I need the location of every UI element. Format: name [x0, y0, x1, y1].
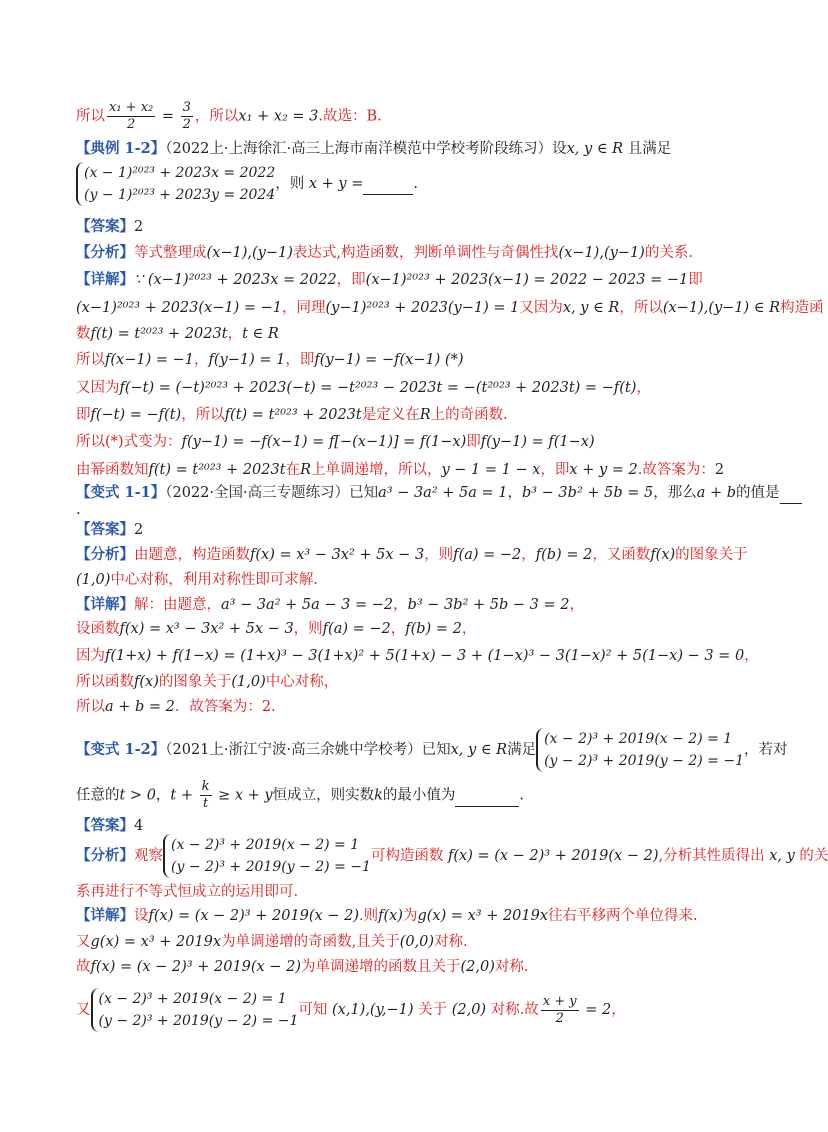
text-line-l21: [76, 646, 759, 666]
math-expression: f(y−1) = −f(x−1) (*): [314, 352, 464, 368]
text-span: ，: [227, 326, 243, 342]
text-span: 在: [285, 462, 301, 478]
text-line-l30: [76, 932, 736, 952]
math-expression: x + y = 2: [569, 462, 638, 478]
text-line-l12: [76, 432, 736, 452]
section-tag: 【变式 1-1】: [76, 484, 166, 501]
text-line-l13: [76, 460, 736, 480]
text-span: ，: [155, 787, 171, 804]
text-span: 的关系.: [644, 245, 693, 261]
equation: (y − 1)²⁰²³ + 2023y = 2024: [84, 187, 276, 203]
text-span: 由题意，构造函数: [134, 547, 250, 563]
text-span: .故选：B.: [318, 108, 382, 125]
math-expression: a³ − 3a² + 5a − 3 = −2: [221, 597, 394, 613]
text-line-l24: [76, 728, 788, 772]
equation: (y − 2)³ + 2019(y − 2) = −1: [171, 859, 371, 875]
text-span: 上单调递增，所以，: [310, 462, 442, 478]
math-expression: x, y ∈ R: [566, 141, 624, 157]
text-line-l17: [76, 545, 748, 565]
text-span: 的关: [794, 848, 828, 864]
text-span: ，即: [285, 352, 315, 368]
math-expression: (2,0): [460, 959, 495, 975]
math-expression: f(x) = (x − 2)³ + 2019(x − 2): [90, 959, 301, 975]
math-expression: f(x−1) = −1: [105, 352, 194, 368]
text-span: 往右平移两个单位得来.: [548, 908, 698, 924]
section-tag: 【详解】: [76, 596, 134, 613]
math-expression: y − 1 = 1 − x: [441, 462, 541, 478]
math-expression: f(t) = t²⁰²³ + 2023t: [148, 462, 286, 478]
text-span: ，同理: [282, 300, 326, 316]
text-span: 又: [76, 934, 91, 950]
math-expression: = 2: [580, 1002, 612, 1018]
math-expression: (x−1),(y−1): [558, 245, 645, 261]
math-expression: t ∈ R: [242, 326, 279, 342]
equation-system: [536, 728, 744, 772]
section-tag: 【答案】: [76, 218, 134, 235]
math-expression: g(x) = x³ + 2019x: [417, 908, 549, 924]
text-span: 又因为: [76, 380, 120, 396]
text-line-l07: [76, 298, 824, 318]
text-span: 由幂函数知: [76, 462, 149, 478]
math-expression: R: [419, 407, 431, 423]
math-expression: (2,0): [451, 1002, 487, 1018]
text-span: 观察: [134, 848, 163, 864]
fraction-numerator: 3: [182, 100, 191, 115]
text-span: 即: [76, 407, 91, 423]
equation: (x − 2)³ + 2019(x − 2) = 1: [98, 991, 287, 1007]
equation-system: [163, 834, 371, 878]
text-line-l29: [76, 906, 736, 926]
math-expression: f(y−1) = 1: [208, 352, 286, 368]
text-span: 解：由题意，: [134, 597, 221, 613]
section-tag: 【答案】: [76, 521, 134, 538]
text-span: ，: [521, 547, 536, 563]
text-span: 所以(*)式变为：: [76, 434, 182, 450]
text-span: 所以: [76, 699, 105, 715]
math-expression: f(x) = x³ − 3x² + 5x − 3: [250, 547, 425, 563]
text-span: 所以函数: [76, 674, 134, 690]
math-expression: (y−1)²⁰²³ + 2023(y−1) = 1: [325, 300, 520, 316]
text-span: =: [157, 108, 179, 125]
text-span: ，: [461, 621, 477, 637]
text-span: .: [519, 787, 525, 804]
text-span: 表达式,构造函数，判断单调性与奇偶性找: [292, 245, 559, 261]
text-line-l31: [76, 957, 736, 977]
equation: (y − 2)³ + 2019(y − 2) = −1: [98, 1013, 299, 1029]
text-span: ，: [390, 621, 406, 637]
text-span: ，: [611, 1002, 626, 1018]
text-span: 又: [76, 1002, 91, 1018]
math-expression: f(a) = −2: [322, 621, 391, 637]
math-expression: ≥ x + y: [213, 787, 273, 804]
text-span: （2022·全国·高三专题练习）已知: [165, 485, 379, 501]
fraction: [541, 994, 579, 1027]
text-span: ，即: [540, 462, 570, 478]
equation: (x − 1)²⁰²³ + 2023x = 2022: [84, 165, 276, 181]
math-expression: (0,0): [399, 934, 435, 950]
section-tag: 【变式 1-2】: [76, 741, 166, 758]
text-span: ，则: [275, 176, 309, 192]
math-expression: f(−t) = (−t)²⁰²³ + 2023(−t) = −t²⁰²³ − 2023t = −(t²⁰²³ + 2023t) = −f(t): [119, 380, 637, 396]
section-tag: 【详解】: [76, 271, 134, 288]
text-span: 即: [688, 272, 703, 288]
text-span: 故: [76, 959, 91, 975]
text-span: 设函数: [76, 621, 120, 637]
answer-blank: [455, 786, 519, 807]
equation: (x − 2)³ + 2019(x − 2) = 1: [544, 731, 733, 747]
math-expression: R: [300, 462, 311, 478]
math-expression: f(a) = −2: [453, 547, 522, 563]
text-span: 中心对称，利用对称性即可求解.: [110, 572, 318, 588]
math-expression: (x,1),(y,−1): [332, 1002, 414, 1018]
math-expression: t +: [170, 787, 198, 804]
fraction-denominator: 2: [182, 117, 191, 132]
text-line-l09: [76, 350, 736, 370]
equation: (y − 2)³ + 2019(y − 2) = −1: [544, 753, 744, 769]
text-span: 为单调递增的奇函数,且关于: [221, 934, 400, 950]
text-span: 所以: [76, 352, 105, 368]
text-line-l05: [76, 243, 736, 263]
text-span: 关于: [413, 1002, 452, 1018]
text-line-l06: [76, 270, 736, 290]
text-span: 即: [466, 434, 481, 450]
text-span: 恒成立，则实数: [272, 787, 375, 804]
math-expression: (1,0): [231, 674, 266, 690]
math-expression: (x−1),(y−1) ∈ R: [662, 300, 781, 316]
math-expression: f(x) = x³ − 3x² + 5x − 3: [119, 621, 294, 637]
math-expression: x + y =: [308, 176, 364, 192]
text-span: ，: [744, 648, 759, 664]
text-line-l15: [76, 500, 736, 520]
math-expression: g(x) = x³ + 2019x: [90, 934, 222, 950]
math-expression: f(b) = 2: [535, 547, 593, 563]
equation-system: [91, 988, 299, 1032]
text-span: （2021上·浙江宁波·高三余姚中学校考）已知: [165, 742, 451, 758]
section-tag: 【分析】: [76, 244, 134, 261]
text-span: ,分析其性质得出: [658, 848, 770, 864]
math-expression: (1,0): [76, 572, 111, 588]
text-span: 的最小值为: [382, 787, 456, 804]
math-expression: k: [374, 787, 383, 804]
text-span: 任意的: [76, 787, 120, 804]
text-span: 2: [134, 522, 144, 538]
text-span: 因为: [76, 648, 105, 664]
text-span: .故答案为：: [637, 462, 715, 478]
math-expression: f(x): [378, 908, 403, 924]
text-span: 满足: [507, 742, 537, 758]
text-span: ，所以: [619, 300, 663, 316]
text-span: ，所以: [194, 108, 239, 125]
text-span: ．故答案为：2.: [174, 699, 276, 715]
math-expression: f(1+x) + f(1−x) = (1+x)³ − 3(1+x)² + 5(1+x) − 3 + (1−x)³ − 3(1−x)² + 5(1−x) − 3 = 0: [105, 648, 745, 664]
math-expression: f(b) = 2: [405, 621, 462, 637]
text-span: 且满足: [623, 141, 672, 157]
math-expression: x, y: [769, 848, 795, 864]
math-expression: f(y−1) = f(1−x): [480, 434, 595, 450]
text-span: 对称.: [494, 959, 529, 975]
text-line-l11: [76, 405, 736, 425]
text-span: 数: [76, 326, 91, 342]
text-line-l22: [76, 672, 736, 692]
math-expression: x, y ∈ R: [562, 300, 620, 316]
math-expression: ∵ (x−1)²⁰²³ + 2023x = 2022: [134, 272, 337, 288]
fraction-denominator: t: [202, 796, 209, 811]
math-expression: (x−1),(y−1): [206, 245, 293, 261]
text-span: 可知: [298, 1002, 332, 1018]
text-span: ，即: [336, 272, 366, 288]
fraction-numerator: x + y: [542, 993, 577, 1009]
text-line-l01: [76, 100, 736, 133]
text-span: 对称.: [434, 934, 468, 950]
text-span: ，则: [293, 621, 323, 637]
text-span: ，所以: [181, 407, 225, 423]
text-span: 为: [402, 908, 418, 924]
text-line-l08: [76, 324, 736, 344]
text-span: 中心对称，: [265, 674, 339, 690]
equation: (x − 2)³ + 2019(x − 2) = 1: [171, 837, 360, 853]
text-span: ，又函数: [592, 547, 651, 563]
answer-blank: [780, 483, 802, 504]
text-span: 是定义在: [361, 407, 420, 423]
text-line-l27: [76, 834, 828, 878]
math-expression: a³ − 3a² + 5a = 1: [378, 485, 508, 501]
fraction-numerator: x₁ + x₂: [109, 100, 154, 115]
text-span: 设: [134, 908, 149, 924]
math-expression: x, y ∈ R: [450, 742, 508, 758]
math-expression: f(x) = (x − 2)³ + 2019(x − 2): [448, 848, 659, 864]
text-line-l03: [76, 162, 736, 206]
text-span: 又因为: [519, 300, 563, 316]
text-span: 系再进行不等式恒成立的运用即可.: [76, 884, 299, 900]
text-span: 上的奇函数.: [430, 407, 508, 423]
text-line-l10: [76, 378, 736, 398]
text-span: ，: [507, 485, 522, 501]
equation-system: [76, 162, 275, 206]
text-span: ，: [393, 597, 408, 613]
math-expression: t > 0: [119, 787, 156, 804]
answer-blank: [363, 174, 413, 195]
section-tag: 【分析】: [76, 546, 134, 563]
math-expression: f(y−1) = −f(x−1) = f[−(x−1)] = f(1−x): [181, 434, 467, 450]
math-expression: b³ − 3b² + 5b = 5: [521, 485, 654, 501]
math-expression: f(t) = t²⁰²³ + 2023t: [90, 326, 228, 342]
section-tag: 【详解】: [76, 907, 134, 924]
fraction: [181, 100, 193, 133]
math-expression: f(−t) = −f(t): [90, 407, 182, 423]
text-span: ，: [636, 380, 651, 396]
text-line-l25: [76, 779, 736, 812]
text-span: ，: [569, 597, 584, 613]
text-line-l19: [76, 595, 736, 615]
text-span: 可构造函数: [370, 848, 448, 864]
text-span: ，则: [424, 547, 454, 563]
text-span: 4: [134, 818, 144, 834]
math-expression: (x−1)²⁰²³ + 2023(x−1) = 2022 − 2023 = −1: [365, 272, 689, 288]
math-expression: (x−1)²⁰²³ + 2023(x−1) = −1: [76, 300, 282, 316]
text-span: 等式整理成: [134, 245, 207, 261]
text-span: 为单调递增的函数且关于: [300, 959, 461, 975]
text-span: 2: [134, 219, 144, 235]
text-span: 所以: [76, 108, 105, 125]
text-line-l18: [76, 570, 736, 590]
math-expression: x₁ + x₂ = 3: [238, 108, 319, 125]
fraction: [107, 100, 155, 133]
text-line-l26: [76, 816, 736, 836]
text-span: 的图象关于: [158, 674, 232, 690]
text-span: 构造函: [780, 300, 824, 316]
text-span: .: [413, 176, 418, 192]
section-tag: 【典例 1-2】: [76, 140, 166, 157]
math-expression: b³ − 3b² + 5b − 3 = 2: [407, 597, 570, 613]
math-expression: f(t) = t²⁰²³ + 2023t: [224, 407, 362, 423]
text-span: （2022上·上海徐汇·高三上海市南洋模范中学校考阶段练习）设: [165, 141, 567, 157]
text-span: ，若对: [743, 742, 788, 758]
text-line-l04: [76, 217, 736, 237]
text-line-l32: [76, 988, 736, 1032]
fraction: [200, 779, 212, 812]
text-line-l28: [76, 882, 736, 902]
text-span: .: [76, 502, 81, 518]
text-line-l23: [76, 697, 736, 717]
math-expression: a + b = 2: [105, 699, 175, 715]
text-span: .则: [358, 908, 379, 924]
text-line-l20: [76, 619, 736, 639]
math-expression: a + b: [696, 485, 737, 501]
fraction-denominator: 2: [126, 117, 136, 132]
text-span: ，那么: [653, 485, 697, 501]
fraction-denominator: 2: [555, 1010, 564, 1026]
text-span: 2: [714, 462, 725, 478]
text-span: 的图象关于: [675, 547, 748, 563]
fraction-numerator: k: [201, 779, 210, 794]
math-expression: f(x) = (x − 2)³ + 2019(x − 2): [148, 908, 359, 924]
text-line-l02: [76, 139, 736, 159]
text-span: 对称.故: [486, 1002, 539, 1018]
text-line-l16: [76, 520, 736, 540]
math-expression: f(x): [650, 547, 676, 563]
section-tag: 【分析】: [76, 847, 134, 864]
section-tag: 【答案】: [76, 817, 134, 834]
math-expression: f(x): [134, 674, 159, 690]
text-span: 的值是: [736, 485, 780, 501]
text-span: ，: [193, 352, 209, 368]
